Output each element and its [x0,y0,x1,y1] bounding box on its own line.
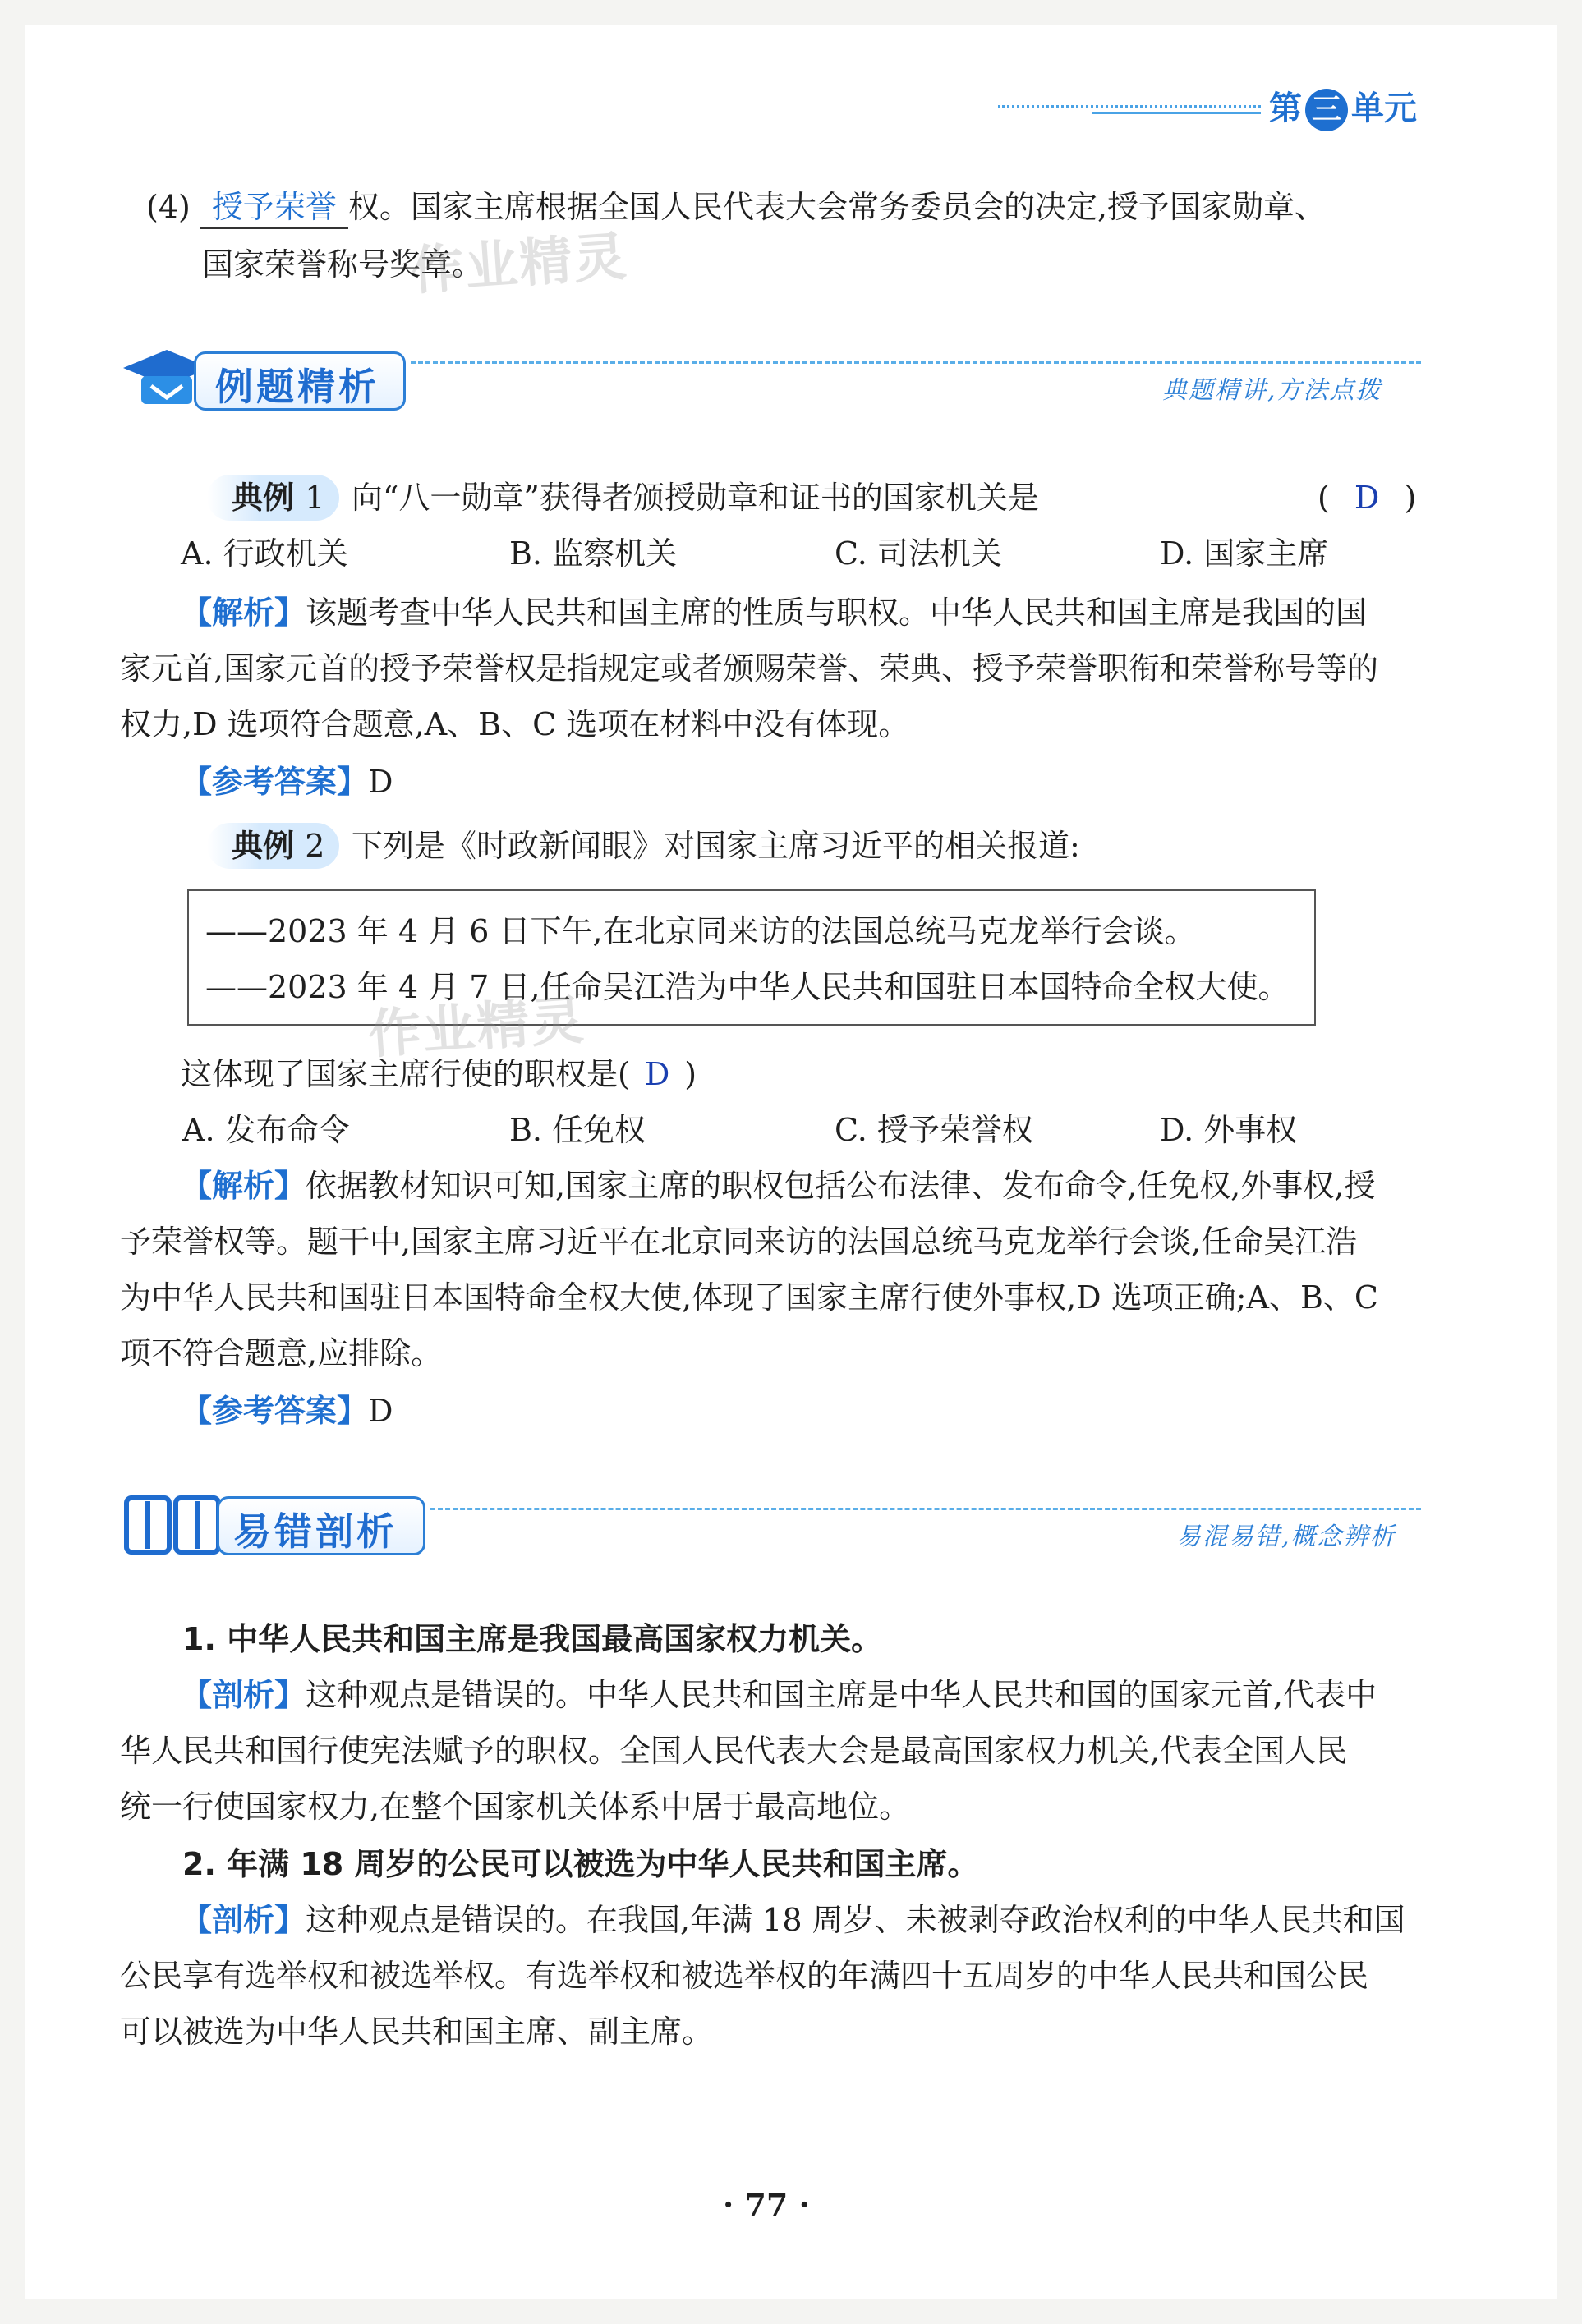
example-1-number: 1 [305,480,325,516]
example-1-option-b: B. 监察机关 [509,535,678,572]
paren-open: ( [1318,480,1330,516]
section-2-subtitle: 易混易错,概念辨析 [1176,1523,1396,1551]
page-number: · 77 · [723,2186,810,2223]
error-2-analysis-line-3: 可以被选为中华人民共和国主席、副主席。 [120,2014,714,2050]
watermark: 作业精灵 [409,226,630,303]
section-2-dashed-line [430,1508,1421,1510]
error-2-analysis-line-1 [181,1900,1405,1940]
reference-value: D [368,764,393,800]
example-2-option-c: C. 授予荣誉权 [835,1112,1033,1148]
example-2-analysis-line-1 [181,1166,1375,1206]
example-2-stem [181,1054,697,1095]
section-1-title: 例题精析 [215,365,379,409]
unit-label [1269,82,1417,131]
paren-close: ) [684,1056,697,1092]
unit-prefix: 第 [1269,90,1302,127]
section-2-title: 易错剖析 [233,1509,398,1554]
intro-line-1-rest: 权。国家主席根据全国人民代表大会常务委员会的决定,授予国家勋章、 [347,189,1327,225]
example-2-box-line-1: ——2023 年 4 月 6 日下午,在北京同来访的法国总统马克龙举行会谈。 [205,913,1196,949]
dissection-text: 这种观点是错误的。中华人民共和国主席是中华人民共和国的国家元首,代表中 [306,1677,1377,1713]
example-2-number: 2 [305,828,325,864]
example-2-stem-text: 这体现了国家主席行使的职权是( [181,1056,630,1092]
error-1-analysis-line-2: 华人民共和国行使宪法赋予的职权。全国人民代表大会是最高国家权力机关,代表全国人民 [120,1733,1348,1769]
example-2-box-line-2: ——2023 年 4 月 7 日,任命吴江浩为中华人民共和国驻日本国特命全权大使。 [205,969,1290,1005]
example-2-option-a: A. 发布命令 [182,1112,350,1148]
example-1-tag [207,475,339,521]
error-2-statement: 2. 年满 18 周岁的公民可以被选为中华人民共和国主席。 [182,1846,979,1882]
example-1-analysis-line-3: 权力,D 选项符合题意,A、B、C 选项在材料中没有体现。 [120,706,910,742]
intro-line-2: 国家荣誉称号奖章。 [202,246,484,282]
example-1-option-d: D. 国家主席 [1160,535,1329,572]
intro-item-number: (4) [146,189,191,225]
error-1-analysis-line-3: 统一行使国家权力,在整个国家机关体系中居于最高地位。 [120,1789,911,1825]
example-2-analysis-line-2: 予荣誉权等。题干中,国家主席习近平在北京同来访的法国总统马克龙举行会谈,任命吴江浩 [120,1224,1358,1260]
paren-close: ) [1404,480,1417,516]
section-1-subtitle: 典题精讲,方法点拨 [1162,376,1382,405]
reference-label: 【参考答案】 [181,764,369,800]
analysis-label: 【解析】 [181,595,306,631]
analysis-text: 依据教材知识可知,国家主席的职权包括公布法律、发布命令,任免权,外事权,授 [306,1168,1376,1204]
dissection-label: 【剖析】 [181,1902,306,1938]
example-1-reference-answer [181,762,393,802]
example-2-question: 下列是《时政新闻眼》对国家主席习近平的相关报道: [352,828,1080,864]
example-2-tag-label: 典例 [232,828,295,864]
intro-line-1 [146,187,1326,229]
analysis-text: 该题考查中华人民共和国主席的性质与职权。中华人民共和国主席是我国的国 [306,595,1368,631]
example-1-analysis-line-2: 家元首,国家元首的授予荣誉权是指规定或者颁赐荣誉、荣典、授予荣誉职衔和荣誉称号等的 [120,650,1379,687]
watermark-2: 作业精灵 [366,990,587,1067]
error-1-analysis-line-1 [181,1675,1377,1715]
example-1-answer: D [1354,480,1380,516]
example-2-answer: D [644,1056,670,1092]
header-solid-line [1092,112,1261,114]
intro-fill-blank: 授予荣誉 [200,187,348,229]
analysis-label: 【解析】 [181,1168,306,1204]
dissection-text: 这种观点是错误的。在我国,年满 18 周岁、未被剥夺政治权利的中华人民共和国 [306,1902,1405,1938]
error-1-statement: 1. 中华人民共和国主席是我国最高国家权力机关。 [182,1621,883,1657]
example-2-analysis-line-4: 项不符合题意,应排除。 [120,1335,443,1371]
example-2-reference-answer [181,1391,393,1431]
unit-suffix: 单元 [1351,90,1417,127]
example-1-option-c: C. 司法机关 [835,535,1002,572]
error-2-analysis-line-2: 公民享有选举权和被选举权。有选举权和被选举权的年满四十五周岁的中华人民共和国公民 [120,1958,1369,1994]
example-2-tag [207,823,339,869]
example-2-analysis-line-3: 为中华人民共和国驻日本国特命全权大使,体现了国家主席行使外事权,D 选项正确;A、B、C [120,1279,1378,1316]
unit-number: 三 [1305,89,1348,131]
example-1-tag-label: 典例 [232,480,295,516]
section-1-dashed-line [411,361,1421,364]
example-1-analysis-line-1 [181,593,1367,633]
header-dotted-line [998,105,1261,108]
example-1-answer-paren [1318,478,1416,518]
reference-value: D [368,1393,393,1429]
reference-label: 【参考答案】 [181,1393,369,1429]
example-2-option-b: B. 任免权 [509,1112,646,1148]
open-book-icon [123,1493,222,1559]
example-1-question: 向“八一勋章”获得者颁授勋章和证书的国家机关是 [352,480,1039,516]
example-2-option-d: D. 外事权 [1160,1112,1298,1148]
example-1-option-a: A. 行政机关 [181,535,348,572]
dissection-label: 【剖析】 [181,1677,306,1713]
